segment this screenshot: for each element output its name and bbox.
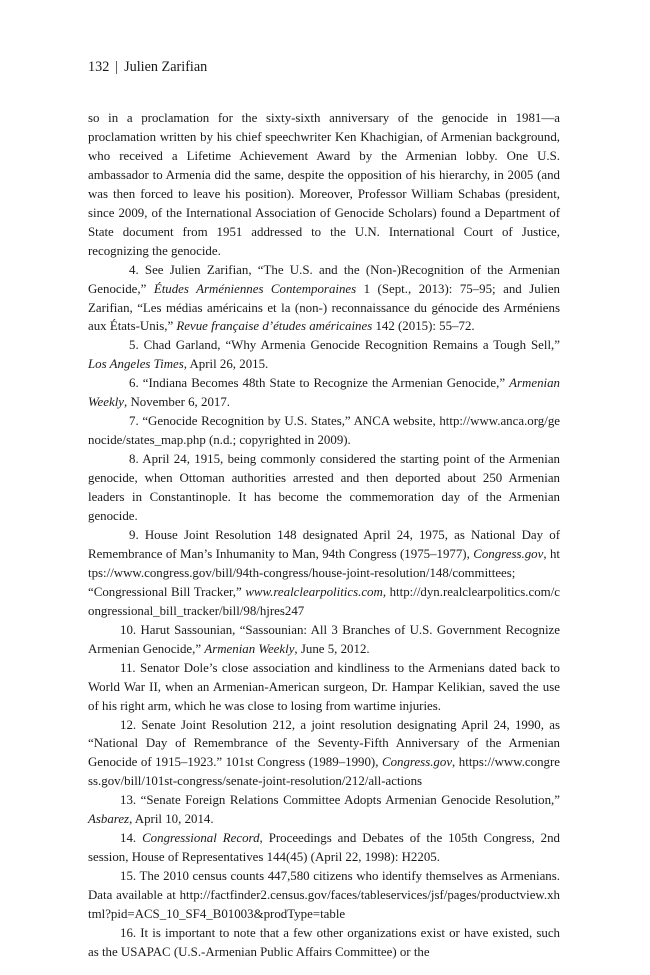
- text-run: ,: [382, 584, 390, 599]
- url-text: http://www.anca.org/genocide/states_map.php: [88, 414, 560, 448]
- italic-text: Études Arméniennes Contemporaines: [153, 281, 357, 296]
- url-text: https://www.congress.gov/bill/101st-congress/senate-joint-resolution/212/all-actions: [88, 755, 560, 789]
- footnote-9: [88, 526, 560, 621]
- page-number: 132: [88, 59, 110, 75]
- footnote-10: [88, 621, 560, 659]
- italic-text: Congressional Record: [142, 831, 260, 846]
- footnote-7: [88, 412, 560, 450]
- text-run: ,: [452, 755, 459, 770]
- footnote-14: [88, 829, 560, 867]
- italic-text: Armenian Weekly: [204, 641, 295, 656]
- text-run: , November 6, 2017.: [124, 395, 231, 410]
- text-run: 5. Chad Garland, “Why Armenia Genocide Recognition Remains a Tough Sell,”: [129, 338, 560, 353]
- italic-text: Congress.gov: [473, 546, 544, 561]
- book-page: [88, 58, 560, 962]
- text-run: 15. The 2010 census counts 447,580 citizens who identify themselves as Armenians. Data available at: [88, 869, 560, 903]
- italic-text: Congress.gov: [381, 755, 453, 770]
- url-text: http://factfinder2.census.gov/faces/tableservices/jsf/pages/productview.xhtml?pid=ACS_10_SF4_B01003&prodType=table: [88, 888, 560, 922]
- text-run: 4. See Julien Zarifian, “The U.S. and the (Non-)Recognition of the Armenian Genocide,”: [88, 262, 560, 296]
- footnote-4: [88, 261, 560, 337]
- url-text: https://www.congress.gov/bill/94th-congress/house-joint-resolution/148/committees: [88, 546, 560, 580]
- footnote-8: [88, 450, 560, 526]
- text-run: 13. “Senate Foreign Relations Committee Adopts Armenian Genocide Resolution,”: [120, 793, 560, 808]
- italic-text: Revue française d’études américaines: [176, 319, 373, 334]
- text-run: (n.d.; copyrighted in 2009).: [205, 433, 351, 448]
- continuation-paragraph: [88, 109, 560, 261]
- text-run: , April 26, 2015.: [183, 357, 269, 372]
- italic-text: Asbarez: [88, 812, 130, 827]
- italic-text: www.realclearpolitics.com: [245, 584, 383, 599]
- footnote-15: [88, 867, 560, 924]
- text-run: 1 (Sept., 2013): 75–95; and Julien Zarifian, “Les médias américains et la (non-) reconnaissance du génocide des Arméniens aux États-Unis,”: [88, 281, 560, 334]
- running-head: [88, 58, 560, 76]
- body-text: [88, 109, 560, 962]
- text-run: , Proceedings and Debates of the 105th Congress, 2nd session, House of Representatives 144(45) (April 22, 1998): H2205.: [88, 831, 560, 865]
- text-run: 9. House Joint Resolution 148 designated April 24, 1975, as National Day of Remembrance of Man’s Inhumanity to Man, 94th Congress (1975–1977),: [88, 527, 560, 561]
- url-text: http://dyn.realclearpolitics.com/congressional_bill_tracker/bill/98/hjres247: [88, 584, 560, 618]
- text-run: 10. Harut Sassounian, “Sassounian: All 3 Branches of U.S. Government Recognize Armenian Genocide,”: [88, 622, 560, 656]
- text-run: , April 10, 2014.: [129, 812, 214, 827]
- text-run: 8. April 24, 1915, being commonly considered the starting point of the Armenian genocide, when Ottoman authorities arrested and then deported about 250 Armenian leaders in Constantinople. It has become the commemoration day of the Armenian genocide.: [88, 452, 560, 524]
- text-run: 16. It is important to note that a few other organizations exist or have existed, such as the USAPAC (U.S.-Armenian Public Affairs Committee) or the: [88, 925, 560, 959]
- footnote-6: [88, 374, 560, 412]
- text-run: 11. Senator Dole’s close association and kindliness to the Armenians dated back to World War II, when an Armenian-American surgeon, Dr. Hampar Kelikian, saved the use of his right arm, which he was close to losing from wartime injuries.: [88, 660, 560, 713]
- text-run: ; “Congressional Bill Tracker,”: [88, 565, 516, 599]
- footnote-12: [88, 716, 560, 792]
- header-separator: |: [115, 59, 119, 75]
- footnote-11: [88, 659, 560, 716]
- text-run: so in a proclamation for the sixty-sixth anniversary of the genocide in 1981—a proclamation written by his chief speechwriter Ken Khachigian, of Armenian background, who received a Lifetime Achievement Award by the Armenian lobby. One U.S. ambassador to Armenia did the same, despite the opposition of his hierarchy, in 2005 (and was then forced to leave his position). Moreover, Professor William Schabas (president, since 2009, of the International Association of Genocide Scholars) found a Department of State document from 1951 addressed to the U.N. International Court of Justice, recognizing the genocide.: [88, 111, 560, 258]
- text-run: 12. Senate Joint Resolution 212, a joint resolution designating April 24, 1990, as “National Day of Remembrance of the Seventy-Fifth Anniversary of the Armenian Genocide of 1915–1923.” 101st Congress (1989–1990),: [88, 717, 560, 770]
- footnote-16: [88, 924, 560, 962]
- italic-text: Los Angeles Times: [88, 357, 184, 372]
- italic-text: Armenian Weekly: [88, 376, 560, 410]
- footnote-13: [88, 791, 560, 829]
- text-run: 6. “Indiana Becomes 48th State to Recognize the Armenian Genocide,”: [129, 376, 510, 391]
- text-run: , June 5, 2012.: [294, 641, 370, 656]
- author-name: Julien Zarifian: [124, 59, 208, 75]
- text-run: 142 (2015): 55–72.: [372, 319, 475, 334]
- text-run: 7. “Genocide Recognition by U.S. States,” ANCA website,: [129, 414, 440, 429]
- text-run: 14.: [120, 831, 143, 846]
- footnote-5: [88, 336, 560, 374]
- text-run: ,: [543, 546, 550, 561]
